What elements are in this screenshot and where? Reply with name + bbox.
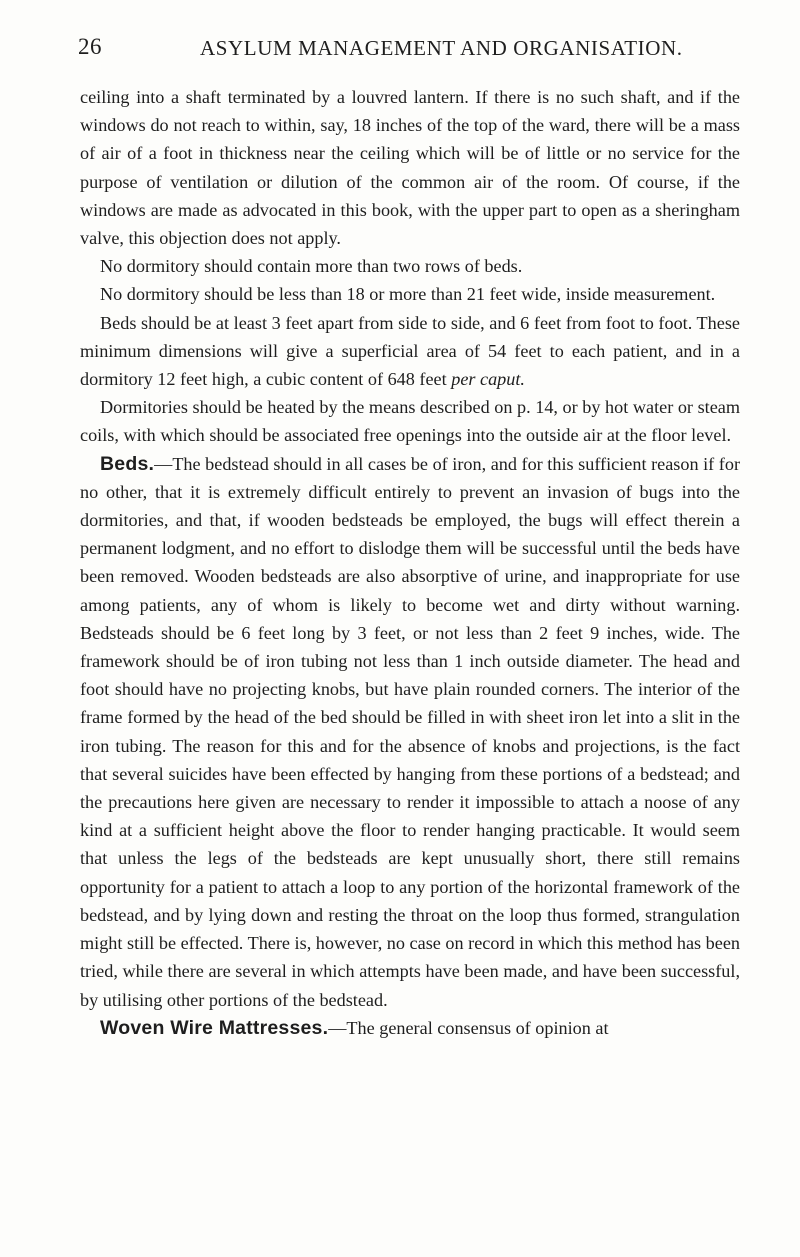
paragraph-dormitory-width: No dormitory should be less than 18 or more than 21 feet wide, inside measurement. bbox=[100, 284, 716, 305]
body-text bbox=[80, 83, 740, 1042]
paragraph-dormitory-rows: No dormitory should contain more than two rows of beds. bbox=[100, 256, 523, 277]
page-number: 26 bbox=[78, 34, 102, 59]
paragraph-beds bbox=[80, 450, 740, 1014]
paragraph-dormitory-heating: Dormitories should be heated by the means described on p. 14, or by hot water or steam coils, with which should be associated free openings into the outside air at the floor level. bbox=[80, 397, 740, 446]
paragraph-ventilation: ceiling into a shaft terminated by a louvred lantern. If there is no such shaft, and if the windows do not reach to within, say, 18 inches of the top of the ward, there will be a mass of air of a foot in thickness near the ceiling which will be of little or no service for the purpose of ventilation or dilution of the common air of the room. Of course, if the windows are made as advocated in this book, with the upper part to open as a sheringham valve, this objection does not apply. bbox=[80, 87, 740, 249]
per-caput-italic: per caput. bbox=[451, 369, 525, 390]
bed-spacing-text: Beds should be at least 3 feet apart from side to side, and 6 feet from foot to foot. These minimum dimensions will give a superficial area of 54 feet to each patient, and in a dormitory 12 feet high, a cubic content of 648 feet bbox=[80, 312, 740, 390]
running-head bbox=[60, 34, 740, 64]
beds-body-text: —The bedstead should in all cases be of iron, and for this sufficient reason if for no other, that it is extremely difficult entirely to prevent an invasion of bugs into the dormitories, and that, if wooden bedsteads be employed, the bugs will effect therein a permanent lodgment, and no effort to dislodge them will be successful until the beds have been removed. Wooden bedsteads are also absorptive of urine, and inappropriate for use among patients, any of whom is likely to become wet and dirty without warning. Bedsteads should be 6 feet long by 3 feet, or not less than 2 feet 9 inches, wide. The framework should be of iron tubing not less than 1 inch outside diameter. The head and foot should have no projecting knobs, but have plain rounded corners. The interior of the frame formed by the head of the bed should be filled in with sheet iron let into a slit in the iron tubing. The reason for this and for the absence of knobs and projections, is the fact that several suicides have been effected by hanging from these portions of a bedstead; and the precautions here given are necessary to render it impossible to attach a noose of any kind at a sufficient height above the floor to render hanging practicable. It would seem that unless the legs of the bedsteads are kept unusually short, there still remains opportunity for a patient to attach a loop to any portion of the horizontal framework of the bedstead, and by lying down and resting the throat on the loop thus formed, strangulation might still be effected. There is, however, no case on record in which this method has been tried, while there are several in which attempts have been made, and have been successful, by utilising other portions of the bedstead. bbox=[80, 453, 740, 1010]
section-heading-woven-wire-mattresses: Woven Wire Mattresses. bbox=[100, 1016, 329, 1039]
section-heading-beds: Beds. bbox=[100, 452, 155, 475]
running-title: ASYLUM MANAGEMENT AND ORGANISATION. bbox=[200, 36, 683, 60]
paragraph-bed-spacing bbox=[80, 309, 740, 394]
mattresses-body-text: —The general consensus of opinion at bbox=[328, 1017, 609, 1038]
paragraph-woven-wire-mattresses bbox=[80, 1014, 740, 1042]
